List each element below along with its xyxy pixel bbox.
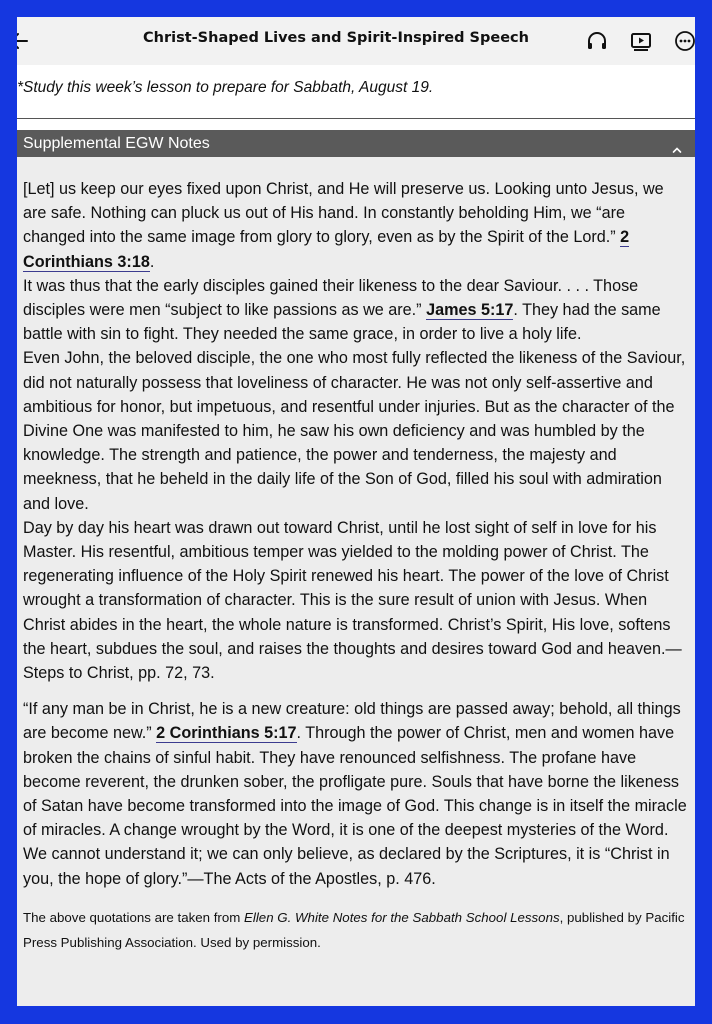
footnote	[17, 905, 695, 955]
paragraph-1	[23, 177, 689, 274]
page-title: Christ-Shaped Lives and Spirit-Inspired Speech	[143, 30, 529, 46]
top-bar	[17, 17, 695, 65]
paragraph-text: . They had the same battle with sin to fight. They needed the same grace, in order to live a holy life.	[23, 301, 661, 344]
paragraph-text: It was thus that the early disciples gained their likeness to the dear Saviour. . . . Those disciples were men “subject to like passions as we are.”	[23, 276, 639, 320]
chevron-up-icon[interactable]	[671, 138, 683, 150]
section-title: Supplemental EGW Notes	[23, 135, 210, 152]
section-header[interactable]	[17, 130, 695, 157]
footnote-prefix: The above quotations are taken from	[23, 909, 245, 925]
arrow-left-icon[interactable]	[17, 29, 31, 53]
paragraph-3: Even John, the beloved disciple, the one who most fully reflected the likeness of the Saviour, did not naturally possess that loveliness of character. He was not only self-assertive and ambitious for honor, but impetuous, and resentful under injuries. But as the character of the Divine One was manifested to him, he saw his own deficiency and was humbled by the knowledge. The strength and patience, the power and tenderness, the majesty and meekness, that he beheld in the daily life of the Son of God, filled his soul with admiration and love.	[23, 349, 686, 513]
video-play-icon[interactable]	[629, 29, 653, 53]
paragraph-5	[23, 697, 689, 891]
footnote-suffix: , published by Pacific Press Publishing Association. Used by permission.	[23, 909, 685, 950]
scripture-link[interactable]: 2 Corinthians 5:17	[156, 724, 297, 743]
paragraph-text: [Let] us keep our eyes fixed upon Christ, and He will preserve us. Looking unto Jesus, we are safe. Nothing can pluck us out of His hand. In constantly beholding Him, we “are changed into the same image from glory to glory, even as by the Spirit of the Lord.”	[23, 180, 664, 247]
study-note: *Study this week’s lesson to prepare for Sabbath, August 19.	[17, 79, 434, 96]
footnote-book: Ellen G. White Notes for the Sabbath School Lessons	[244, 909, 560, 925]
more-options-icon[interactable]	[673, 29, 695, 53]
paragraph-2	[23, 274, 689, 347]
app-window	[17, 17, 695, 1006]
paragraph-text: .	[149, 252, 155, 271]
paragraph-text: “If any man be in Christ, he is a new creature: old things are passed away; behold, all things are become new.”	[23, 700, 681, 743]
notes-content	[17, 157, 695, 891]
paragraph-4: Day by day his heart was drawn out toward Christ, until he lost sight of self in love for his Master. His resentful, ambitious temper was yielded to the molding power of Christ. The regenerating influence of the Holy Spirit renewed his heart. The power of the love of Christ wrought a transformation of character. This is the sure result of union with Jesus. When Christ abides in the heart, the whole nature is transformed. Christ’s Spirit, His love, softens the heart, subdues the soul, and raises the thoughts and desires toward God and heaven.—Steps to Christ, pp. 72, 73.	[23, 518, 682, 683]
divider	[17, 118, 695, 119]
paragraph-text: . Through the power of Christ, men and women have broken the chains of sinful habit. They have renounced selfishness. The profane have become reverent, the drunken sober, the profligate pure. Souls that have borne the likeness of Satan have become transformed into the image of God. This change is in itself the miracle of miracles. A change wrought by the Word, it is one of the deepest mysteries of the Word. We cannot understand it; we can only believe, as declared by the Scriptures, it is “Christ in you, the hope of glory.”—The Acts of the Apostles, p. 476.	[23, 724, 687, 888]
supplemental-notes-section	[17, 130, 695, 1006]
scripture-link[interactable]: James 5:17	[426, 301, 514, 320]
headphones-icon[interactable]	[585, 29, 609, 53]
scripture-link[interactable]: 2 Corinthians 3:18	[23, 228, 630, 271]
